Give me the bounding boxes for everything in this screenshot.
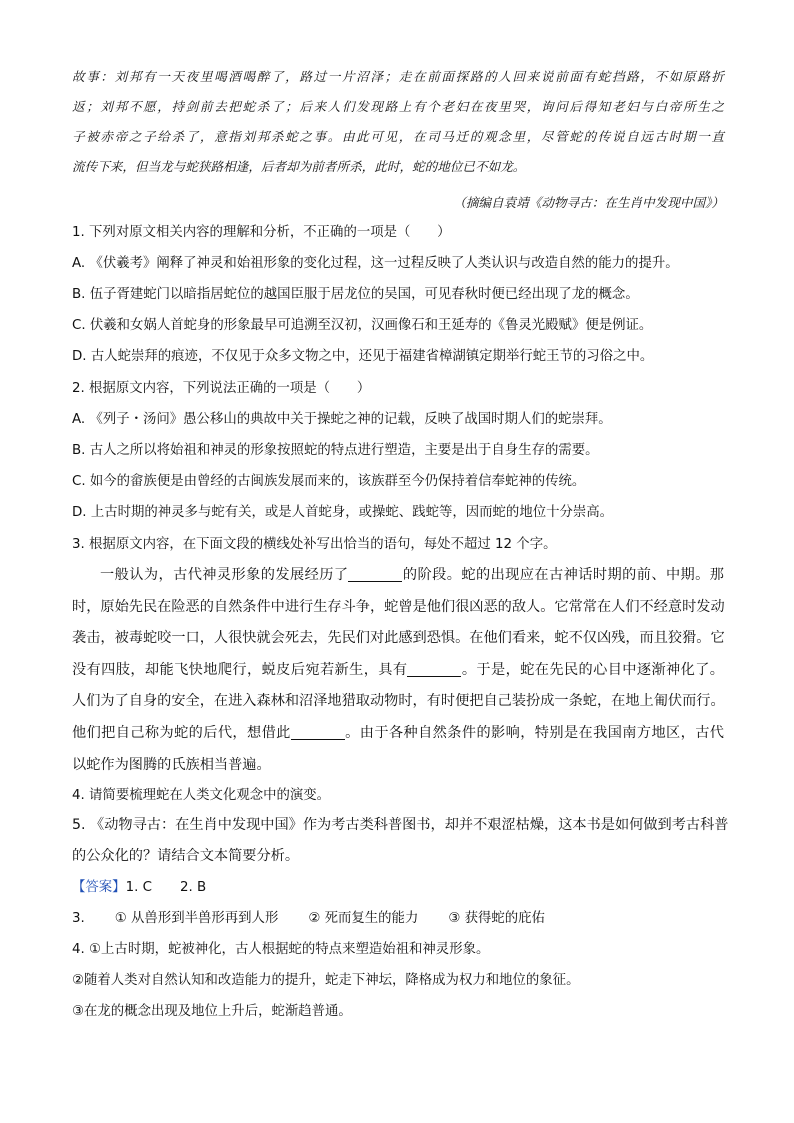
story-line: 故事：刘邦有一天夜里喝酒喝醉了，路过一片沼泽；走在前面探路的人回来说前面有蛇挡路，不如原路折 — [72, 69, 724, 84]
answer-3-item: ① 从兽形到半兽形再到人形 — [114, 911, 279, 926]
passage-line — [72, 655, 724, 687]
answer-blank-3 — [291, 738, 345, 740]
answer-blank-2 — [407, 675, 461, 677]
option-c: C. 伏羲和女娲人首蛇身的形象最早可追溯至汉初，汉画像石和王延寿的《鲁灵光殿赋》便是例证。 — [72, 318, 653, 333]
answer-4-line: ③在龙的概念出现及地位上升后，蛇渐趋普通。 — [72, 1004, 352, 1019]
answer-4-line: 4. ①上古时期，蛇被神化，古人根据蛇的特点来塑造始祖和神灵形象。 — [72, 942, 490, 957]
option-b: B. 伍子胥建蛇门以暗指居蛇位的越国臣服于居龙位的吴国，可见春秋时便已经出现了龙的概念。 — [72, 287, 639, 302]
passage-line: 以蛇作为图腾的氏族相当普遍。 — [72, 756, 271, 773]
passage-text: 没有四肢，却能飞快地爬行，蜕皮后宛若新生，具有 — [72, 661, 408, 678]
answer-label: 【答案】 — [72, 880, 126, 895]
question-stem: 1. 下列对原文相关内容的理解和分析，不正确的一项是（ ） — [72, 225, 451, 240]
option-d: D. 上古时期的神灵多与蛇有关，或是人首蛇身，或操蛇、践蛇等，因而蛇的地位十分崇高。 — [72, 505, 614, 520]
option-a: A. 《伏羲考》阐释了神灵和始祖形象的变化过程，这一过程反映了人类认识与改造自然的能力的提升。 — [72, 256, 679, 271]
story-line: 子被赤帝之子给杀了，意指刘邦杀蛇之事。由此可见，在司马迁的观念里，尽管蛇的传说自远古时期一直 — [72, 129, 724, 144]
passage-line: 时，原始先民在险恶的自然条件中进行生存斗争，蛇曾是他们很凶恶的敌人。它常常在人们不经意时发动 — [72, 598, 725, 615]
answer-3-item: ② 死而复生的能力 — [308, 911, 419, 926]
question-line: 5. 《动物寻古：在生肖中发现中国》作为考古类科普图书，却并不艰涩枯燥，这本书是如何做到考古科普 — [72, 817, 729, 833]
answer-row-1-2 — [72, 872, 724, 903]
answer-4-line: ②随着人类对自然认知和改造能力的提升，蛇走下神坛，降格成为权力和地位的象征。 — [72, 973, 580, 988]
passage-line — [72, 718, 724, 750]
passage-text: 一般认为，古代神灵形象的发展经历了 — [100, 567, 349, 583]
answer-2: 2. B — [179, 880, 207, 895]
passage-text: 。由于各种自然条件的影响，特别是在我国南方地区，古代 — [344, 724, 724, 741]
option-b: B. 古人之所以将始祖和神灵的形象按照蛇的特点进行塑造，主要是出于自身生存的需要。 — [72, 443, 599, 458]
story-line: 流传下来，但当龙与蛇狭路相逢，后者却为前者所杀，此时，蛇的地位已不如龙。 — [72, 159, 526, 174]
answer-3-number: 3. — [72, 911, 85, 926]
story-paragraph — [72, 62, 724, 182]
answer-3-item: ③ 获得蛇的庇佑 — [448, 911, 545, 926]
fill-in-passage — [72, 560, 724, 781]
question-3-stem: 3. 根据原文内容，在下面文段的横线处补写出恰当的语句，每处不超过 12 个字。 — [72, 537, 557, 552]
passage-text: 。于是，蛇在先民的心目中逐渐神化了。 — [461, 661, 724, 678]
answer-1: 1. C — [125, 880, 152, 895]
question-4: 4. 请简要梳理蛇在人类文化观念中的演变。 — [72, 788, 331, 803]
option-d: D. 古人蛇崇拜的痕迹，不仅见于众多文物之中，还见于福建省樟湖镇定期举行蛇王节的习俗之中。 — [72, 349, 654, 364]
passage-line: 袭击，被毒蛇咬一口，人很快就会死去，先民们对此感到恐惧。在他们看来，蛇不仅凶残，而且狡猾。它 — [72, 630, 725, 647]
question-stem: 2. 根据原文内容，下列说法正确的一项是（ ） — [72, 381, 371, 396]
source-citation: （摘编自袁靖《动物寻古：在生肖中发现中国》） — [453, 195, 724, 210]
option-c: C. 如今的畲族便是由曾经的古闽族发展而来的，该族群至今仍保持着信奉蛇神的传统。 — [72, 474, 586, 489]
passage-line — [72, 560, 724, 592]
passage-line: 人们为了自身的安全，在进入森林和沼泽地猎取动物时，有时便把自己装扮成一条蛇，在地上匍伏而行。 — [72, 693, 725, 710]
passage-text: 他们把自己称为蛇的后代，想借此 — [72, 724, 291, 741]
question-2 — [72, 373, 724, 528]
answer-4 — [72, 934, 724, 1027]
passage-text: 的阶段。蛇的出现应在古神话时期的前、中期。那 — [402, 567, 724, 583]
question-line: 的公众化的？请结合文本简要分析。 — [72, 848, 300, 864]
answer-blank-1 — [348, 580, 402, 582]
answer-row-3 — [72, 903, 724, 934]
question-1 — [72, 217, 724, 372]
story-line: 返；刘邦不愿，持剑前去把蛇杀了；后来人们发现路上有个老妇在夜里哭，询问后得知老妇与白帝所生之 — [72, 99, 724, 114]
answers-block — [72, 872, 724, 934]
option-a: A. 《列子・汤问》愚公移山的典故中关于操蛇之神的记载，反映了战国时期人们的蛇崇拜。 — [72, 412, 612, 427]
question-5 — [72, 810, 729, 872]
